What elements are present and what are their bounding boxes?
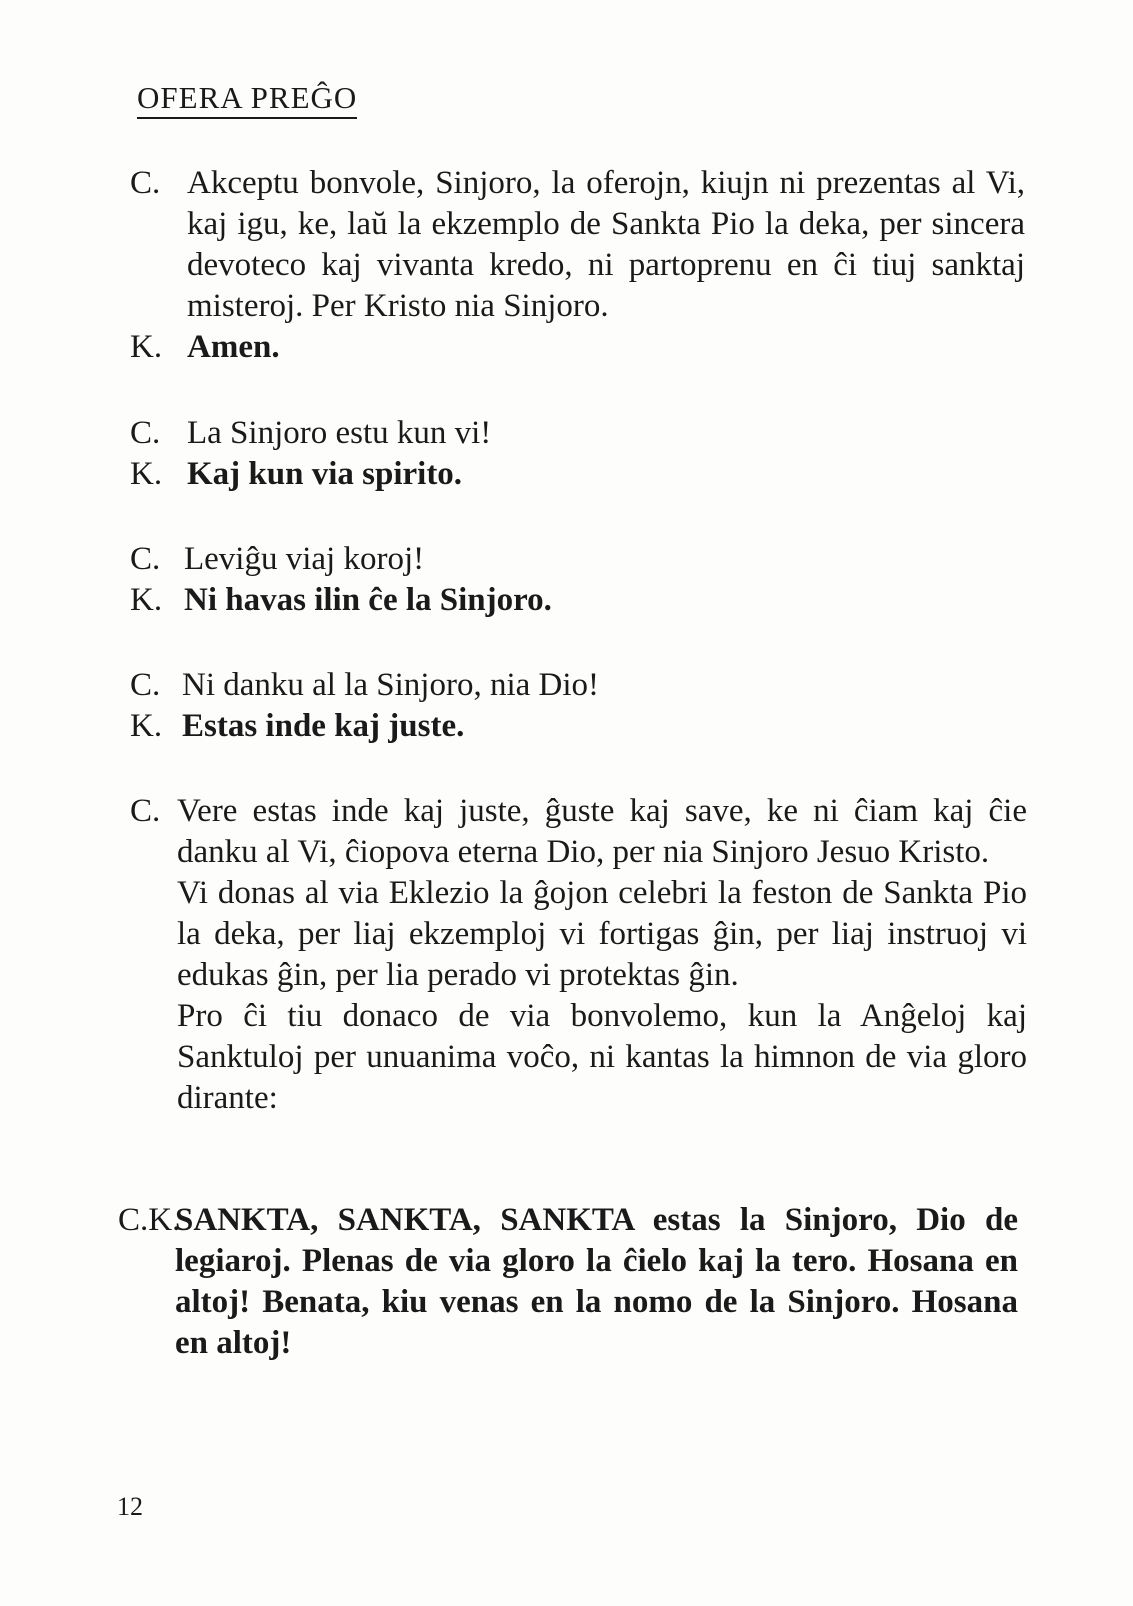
paragraph: Pro ĉi tiu donaco de via bonvolemo, kun la Anĝeloj kaj Sanktuloj per unuanima voĉo, ni kantas la himnon de via gloro dirante: xyxy=(177,998,1027,1116)
congregation-text: Kaj kun via spirito. xyxy=(187,456,463,492)
page-title: OFERA PREĜO xyxy=(137,80,357,119)
sanctus-block xyxy=(118,1200,1033,1364)
all-line xyxy=(118,1200,1033,1364)
speaker-label: C.K. xyxy=(118,1202,181,1238)
dialogue-block-1 xyxy=(130,413,1030,495)
speaker-label: K. xyxy=(130,708,163,744)
speaker-label: C. xyxy=(130,667,161,703)
dialogue-block-2 xyxy=(130,539,1030,621)
celebrant-line xyxy=(130,163,1030,327)
paragraph: Vi donas al via Eklezio la ĝojon celebri la feston de Sankta Pio la deka, per liaj ekzemploj vi fortigas ĝin, per liaj instruoj vi edukas ĝin, per lia perado vi protektas ĝin. xyxy=(177,875,1027,993)
preface-block xyxy=(130,791,1030,1119)
congregation-text: Estas inde kaj juste. xyxy=(182,708,465,744)
speaker-label: C. xyxy=(130,793,161,829)
celebrant-line xyxy=(130,413,1030,454)
speaker-label: K. xyxy=(130,329,163,365)
speaker-label: K. xyxy=(130,582,163,618)
congregation-line xyxy=(130,706,1030,747)
celebrant-text xyxy=(177,791,1027,1119)
paragraph: Vere estas inde kaj juste, ĝuste kaj save, ke ni ĉiam kaj ĉie danku al Vi, ĉiopova eterna Dio, per nia Sinjoro Jesuo Kristo. xyxy=(177,793,1027,870)
paragraph: Akceptu bonvole, Sinjoro, la oferojn, kiujn ni prezentas al Vi, kaj igu, ke, laŭ la ekzemplo de Sankta Pio la deka, per sincera devoteco kaj vivanta kredo, ni partoprenu en ĉi tiuj sanktaj misteroj. Per Kristo nia Sinjoro. xyxy=(187,165,1025,324)
celebrant-line xyxy=(130,539,1030,580)
celebrant-line xyxy=(130,791,1030,1119)
celebrant-text: Leviĝu viaj koroj! xyxy=(184,541,425,577)
sanctus-text: SANKTA, SANKTA, SANKTA estas la Sinjoro, Dio de legiaroj. Plenas de via gloro la ĉielo kaj la tero. Hosana en altoj! Benata, kiu venas en la nomo de la Sinjoro. Hosana en altoj! xyxy=(175,1202,1018,1361)
congregation-line xyxy=(130,454,1030,495)
congregation-line xyxy=(130,580,1030,621)
celebrant-text xyxy=(187,163,1025,327)
speaker-label: K. xyxy=(130,456,163,492)
celebrant-line xyxy=(130,665,1030,706)
celebrant-text: La Sinjoro estu kun vi! xyxy=(187,415,492,451)
congregation-text: Ni havas ilin ĉe la Sinjoro. xyxy=(184,582,552,618)
speaker-label: C. xyxy=(130,541,161,577)
speaker-label: C. xyxy=(130,415,161,451)
dialogue-block-3 xyxy=(130,665,1030,747)
prayer-block xyxy=(130,163,1030,368)
congregation-text: Amen. xyxy=(187,329,280,365)
page-number: 12 xyxy=(117,1492,143,1521)
congregation-line xyxy=(130,327,1030,368)
celebrant-text: Ni danku al la Sinjoro, nia Dio! xyxy=(182,667,600,703)
speaker-label: C. xyxy=(130,165,161,201)
